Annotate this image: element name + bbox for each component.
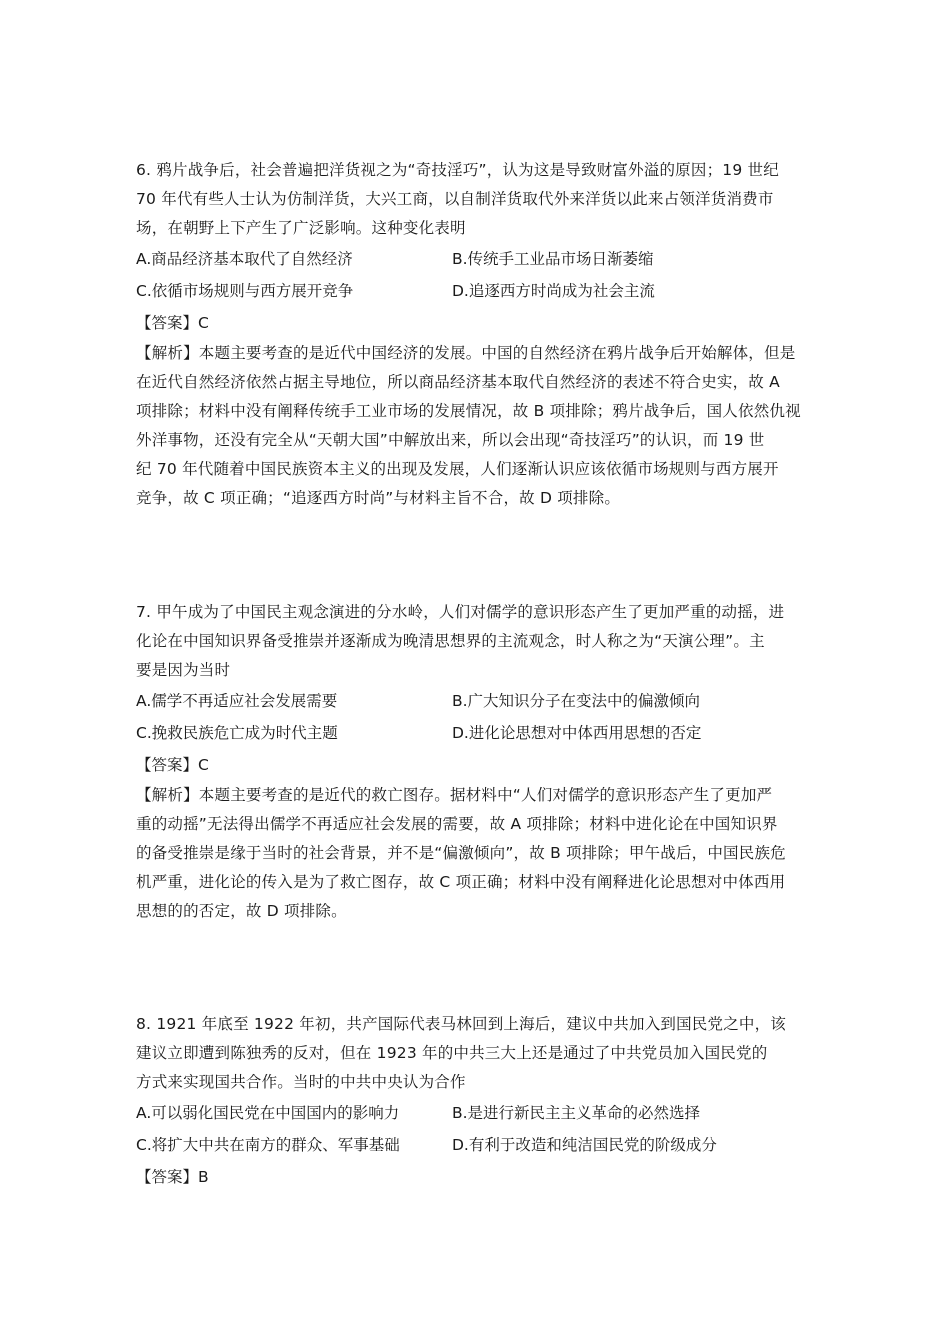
question-stem-line: 建议立即遭到陈独秀的反对，但在 1923 年的中共三大上还是通过了中共党员加入国民党的 <box>136 1044 768 1062</box>
option-c: C.将扩大中共在南方的群众、军事基础 <box>136 1136 400 1154</box>
options-grid <box>136 243 816 307</box>
analysis-line: 在近代自然经济依然占据主导地位，所以商品经济基本取代自然经济的表述不符合史实，故 A <box>136 373 780 391</box>
options-grid <box>136 685 816 749</box>
question-stem-line: 要是因为当时 <box>136 661 231 679</box>
answer: 【答案】C <box>136 314 209 332</box>
analysis-line: 【解析】本题主要考查的是近代的救亡图存。据材料中“人们对儒学的意识形态产生了更加严 <box>136 786 773 804</box>
options-grid <box>136 1097 816 1161</box>
question-stem-line: 8. 1921 年底至 1922 年初，共产国际代表马林回到上海后，建议中共加入到国民党之中，该 <box>136 1015 786 1033</box>
analysis-line: 重的动摇”无法得出儒学不再适应社会发展的需要，故 A 项排除；材料中进化论在中国知识界 <box>136 815 778 833</box>
analysis-line: 机严重，进化论的传入是为了救亡图存，故 C 项正确；材料中没有阐释进化论思想对中体西用 <box>136 873 786 891</box>
question-stem-line: 6. 鸦片战争后，社会普遍把洋货视之为“奇技淫巧”，认为这是导致财富外溢的原因；19 世纪 <box>136 161 779 179</box>
option-b: B.广大知识分子在变法中的偏激倾向 <box>452 692 701 710</box>
option-a: A.可以弱化国民党在中国国内的影响力 <box>136 1104 400 1122</box>
question-7 <box>136 598 816 926</box>
analysis-line: 竞争，故 C 项正确；“追逐西方时尚”与材料主旨不合，故 D 项排除。 <box>136 489 621 507</box>
question-stem-line: 方式来实现国共合作。当时的中共中央认为合作 <box>136 1073 466 1091</box>
question-stem-line: 化论在中国知识界备受推崇并逐渐成为晚清思想界的主流观念，时人称之为“天演公理”。主 <box>136 632 765 650</box>
option-d: D.有利于改造和纯洁国民党的阶级成分 <box>452 1136 717 1154</box>
option-b: B.传统手工业品市场日渐萎缩 <box>452 250 654 268</box>
analysis-line: 项排除；材料中没有阐释传统手工业市场的发展情况，故 B 项排除；鸦片战争后，国人依然仇视 <box>136 402 801 420</box>
option-a: A.商品经济基本取代了自然经济 <box>136 250 353 268</box>
analysis-line: 思想的的否定，故 D 项排除。 <box>136 902 347 920</box>
question-stem-line: 场，在朝野上下产生了广泛影响。这种变化表明 <box>136 219 466 237</box>
analysis-line: 【解析】本题主要考查的是近代中国经济的发展。中国的自然经济在鸦片战争后开始解体，但是 <box>136 344 796 362</box>
option-b: B.是进行新民主主义革命的必然选择 <box>452 1104 701 1122</box>
question-6 <box>136 156 816 513</box>
analysis-line: 纪 70 年代随着中国民族资本主义的出现及发展，人们逐渐认识应该依循市场规则与西方展开 <box>136 460 779 478</box>
analysis-line: 的备受推崇是缘于当时的社会背景，并不是“偏激倾向”，故 B 项排除；甲午战后，中国民族危 <box>136 844 786 862</box>
option-c: C.挽救民族危亡成为时代主题 <box>136 724 338 742</box>
option-d: D.追逐西方时尚成为社会主流 <box>452 282 655 300</box>
analysis <box>136 339 816 513</box>
question-8 <box>136 1010 816 1193</box>
analysis-line: 外洋事物，还没有完全从“天朝大国”中解放出来，所以会出现“奇技淫巧”的认识，而 19 世 <box>136 431 765 449</box>
option-c: C.依循市场规则与西方展开竞争 <box>136 282 354 300</box>
question-stem-line: 7. 甲午成为了中国民主观念演进的分水岭，人们对儒学的意识形态产生了更加严重的动摇，进 <box>136 603 785 621</box>
option-a: A.儒学不再适应社会发展需要 <box>136 692 338 710</box>
answer: 【答案】B <box>136 1168 209 1186</box>
answer: 【答案】C <box>136 756 209 774</box>
analysis <box>136 781 816 926</box>
option-d: D.进化论思想对中体西用思想的否定 <box>452 724 702 742</box>
question-stem-line: 70 年代有些人士认为仿制洋货，大兴工商，以自制洋货取代外来洋货以此来占领洋货消费市 <box>136 190 774 208</box>
